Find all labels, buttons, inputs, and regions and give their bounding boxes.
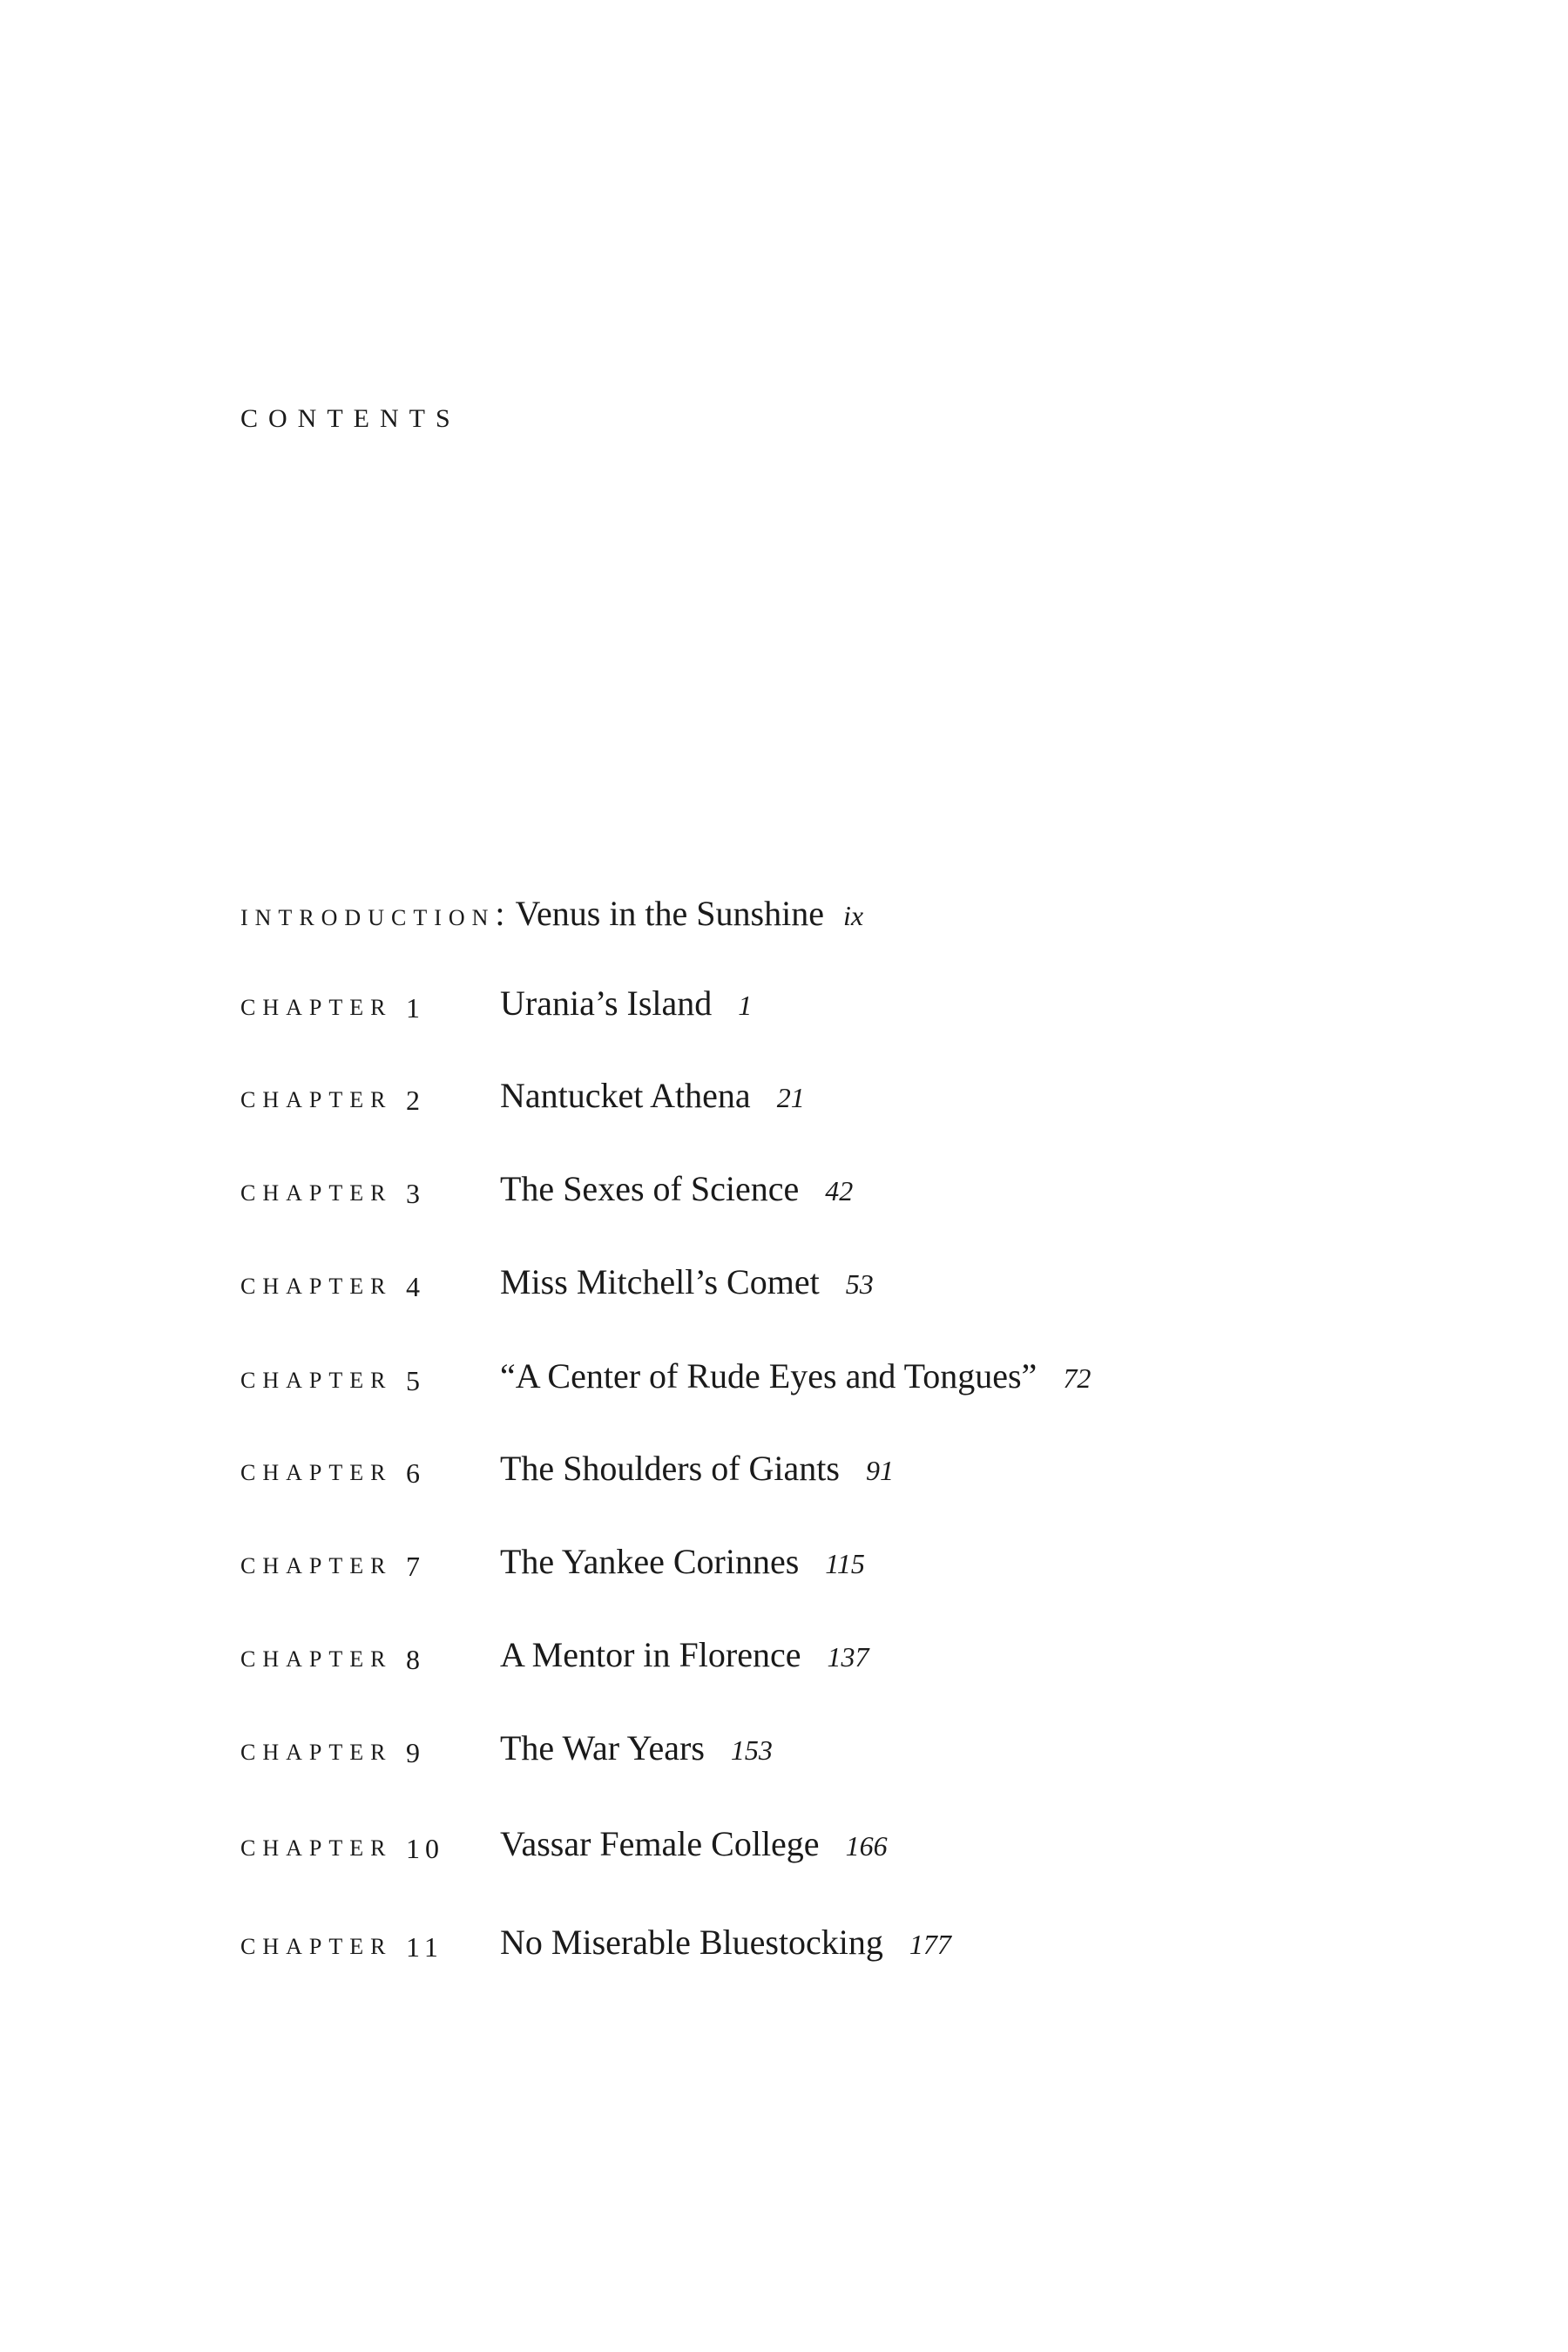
chapter-page: 153 — [730, 1734, 773, 1766]
chapter-title: The Sexes of Science 42 — [500, 1169, 854, 1208]
chapter-title: The War Years 153 — [500, 1728, 773, 1767]
introduction-title: Venus in the Sunshine — [515, 894, 824, 933]
chapter-label: CHAPTER — [240, 1553, 393, 1578]
chapter-label: CHAPTER — [240, 1460, 393, 1485]
chapter-page: 53 — [845, 1268, 874, 1300]
chapter-title: Miss Mitchell’s Comet 53 — [500, 1262, 874, 1301]
chapter-number: 3 — [406, 1178, 425, 1209]
chapter-label: CHAPTER — [240, 1740, 393, 1765]
introduction-colon: : — [495, 894, 505, 933]
chapter-number: 9 — [406, 1737, 425, 1768]
chapter-title: Vassar Female College 166 — [500, 1824, 888, 1863]
chapter-page: 72 — [1063, 1362, 1092, 1394]
chapter-title: A Mentor in Florence 137 — [500, 1635, 869, 1674]
chapter-page: 42 — [825, 1175, 854, 1206]
chapter-number: 7 — [406, 1551, 425, 1582]
introduction-label: INTRODUCTION — [240, 905, 496, 930]
chapter-label: CHAPTER — [240, 1646, 393, 1672]
chapter-number: 4 — [406, 1271, 425, 1302]
chapter-number: 1 — [406, 992, 425, 1024]
chapter-title: The Yankee Corinnes 115 — [500, 1542, 865, 1581]
chapter-page: 1 — [738, 990, 753, 1021]
chapter-label: CHAPTER — [240, 1934, 393, 1959]
chapter-page: 177 — [909, 1929, 951, 1960]
chapter-number: 11 — [406, 1931, 443, 1963]
chapter-number: 6 — [406, 1457, 425, 1489]
chapter-label: CHAPTER — [240, 1368, 393, 1393]
chapter-label: CHAPTER — [240, 1180, 393, 1206]
chapter-page: 166 — [845, 1830, 888, 1862]
chapter-number: 2 — [406, 1085, 425, 1116]
chapter-title: The Shoulders of Giants 91 — [500, 1449, 894, 1488]
chapter-page: 21 — [776, 1082, 805, 1113]
chapter-label: CHAPTER — [240, 995, 393, 1020]
chapter-page: 115 — [825, 1548, 865, 1579]
chapter-title: Urania’s Island 1 — [500, 983, 753, 1023]
toc-introduction[interactable] — [240, 893, 863, 945]
contents-heading: CONTENTS — [240, 404, 461, 433]
chapter-title: “A Center of Rude Eyes and Tongues” 72 — [500, 1356, 1092, 1396]
introduction-page: ix — [842, 900, 864, 931]
chapter-page: 91 — [865, 1455, 894, 1486]
chapter-title: Nantucket Athena 21 — [500, 1076, 805, 1115]
chapter-label: CHAPTER — [240, 1274, 393, 1299]
chapter-number: 10 — [406, 1833, 444, 1864]
chapter-number: 8 — [406, 1644, 425, 1675]
chapter-label: CHAPTER — [240, 1087, 393, 1112]
chapter-page: 137 — [827, 1641, 869, 1673]
chapter-label: CHAPTER — [240, 1835, 393, 1861]
chapter-title: No Miserable Bluestocking 177 — [500, 1923, 951, 1962]
chapter-number: 5 — [406, 1365, 425, 1396]
